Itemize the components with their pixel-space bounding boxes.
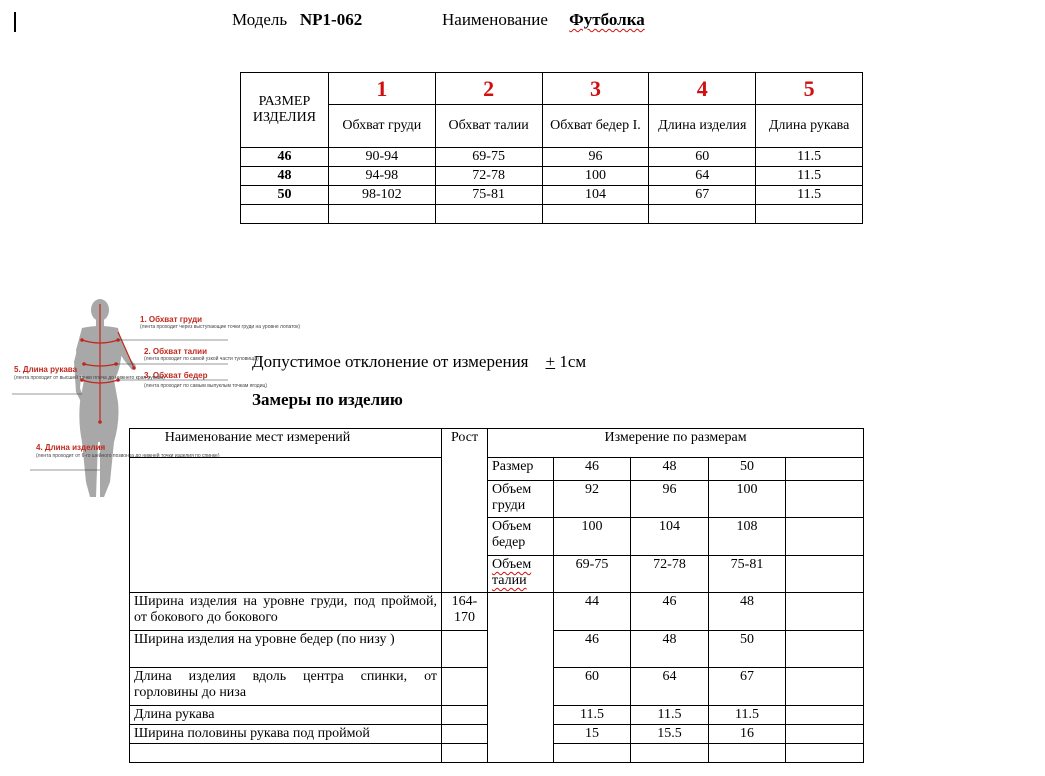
- table-row-empty: [241, 205, 863, 224]
- name-value: Футболка: [569, 10, 645, 29]
- name-line: [442, 10, 645, 30]
- col-label: Обхват бедер I.: [542, 105, 649, 148]
- figure-label: 2. Обхват талии: [144, 347, 207, 356]
- table-row: Ширина изделия на уровне бедер (по низу ) 46 48 50: [130, 631, 864, 668]
- tolerance-line: [252, 352, 586, 372]
- figure-note: (лента проходит через выступающие точки груди на уровне лопаток): [140, 324, 301, 330]
- table-row: Длина рукава 11.5 11.5 11.5: [130, 706, 864, 725]
- figure-note: (лента проходит от 6-го шейного позвонка до нижней точки изделия по спинке): [36, 453, 220, 459]
- col-number: 5: [756, 73, 863, 105]
- figure-label: 1. Обхват груди: [140, 315, 203, 324]
- figure-note: (лента проходит от высшей точки плеча до нижнего края рукава): [14, 375, 165, 381]
- table-row: 50 98-102 75-81 104 67 11.5: [241, 186, 863, 205]
- name-label: Наименование: [442, 10, 548, 29]
- table-row: 46 90-94 69-75 96 60 11.5: [241, 148, 863, 167]
- figure-label: 3. Обхват бедер: [144, 371, 208, 380]
- figure-note: (лента проходит по самым выпуклым точкам ягодиц): [144, 383, 268, 389]
- col-number: 3: [542, 73, 649, 105]
- col-label: Длина изделия: [649, 105, 756, 148]
- col-number: 2: [435, 73, 542, 105]
- size-header: РАЗМЕР ИЗДЕЛИЯ: [241, 73, 329, 148]
- tolerance-value: 1см: [559, 352, 587, 371]
- table-row: Ширина половины рукава под проймой 15 15.5 16: [130, 725, 864, 744]
- col-number: 4: [649, 73, 756, 105]
- table-row: Длина изделия вдоль центра спинки, от горловины до низа 60 64 67: [130, 668, 864, 706]
- col-label: Обхват талии: [435, 105, 542, 148]
- tolerance-text: Допустимое отклонение от измерения: [252, 352, 529, 371]
- col-number: 1: [328, 73, 435, 105]
- figure-label: 5. Длина рукава: [14, 365, 78, 374]
- tolerance-sign: +: [545, 352, 556, 371]
- model-line: [232, 10, 362, 30]
- measurements-title: Замеры по изделию: [252, 390, 403, 409]
- table-row: Объем груди 92 96 100: [130, 481, 864, 518]
- col-label: Обхват груди: [328, 105, 435, 148]
- table-row: Объем талии 69-75 72-78 75-81: [130, 556, 864, 593]
- figure-label: 4. Длина изделия: [36, 443, 106, 452]
- table-row: Объем бедер 100 104 108: [130, 518, 864, 556]
- table-row: Ширина изделия на уровне груди, под проймой, от бокового до бокового 164-170 44 46 48: [130, 593, 864, 631]
- model-value: NP1-062: [299, 10, 363, 29]
- col-height-header: Рост: [442, 429, 488, 593]
- measure-table: Наименование мест измерений Рост Измерение по размерам Размер 46 48 50 Объем груди 92 96 100 Объем бедер 100 104 108 Объем талии 69-75 72-78 75-81 Ширина изделия на уровне груди, под проймой, от бокового до бокового 164-170 44 46 48 Ширина изделия на уровне бедер (по низу ) 46 48 50 Длина изделия вдоль центра спинки, от горловины до низа 60 64 67 Длина рукава 11.5 11.5 11.5 Ширина половины рукава под проймой 15 15.5 16: [129, 428, 864, 763]
- col-sizes-header: Измерение по размерам: [488, 429, 864, 458]
- size-table: [240, 72, 863, 224]
- text-cursor: [14, 12, 16, 32]
- size-label: Размер: [488, 458, 554, 481]
- col-name-header: Наименование мест измерений: [130, 429, 442, 458]
- body-silhouette: [74, 299, 136, 497]
- figure-note: (лента проходит по самой узкой части туловища): [144, 356, 259, 362]
- col-label: Длина рукава: [756, 105, 863, 148]
- model-label: Модель: [232, 10, 288, 29]
- table-row: 48 94-98 72-78 100 64 11.5: [241, 167, 863, 186]
